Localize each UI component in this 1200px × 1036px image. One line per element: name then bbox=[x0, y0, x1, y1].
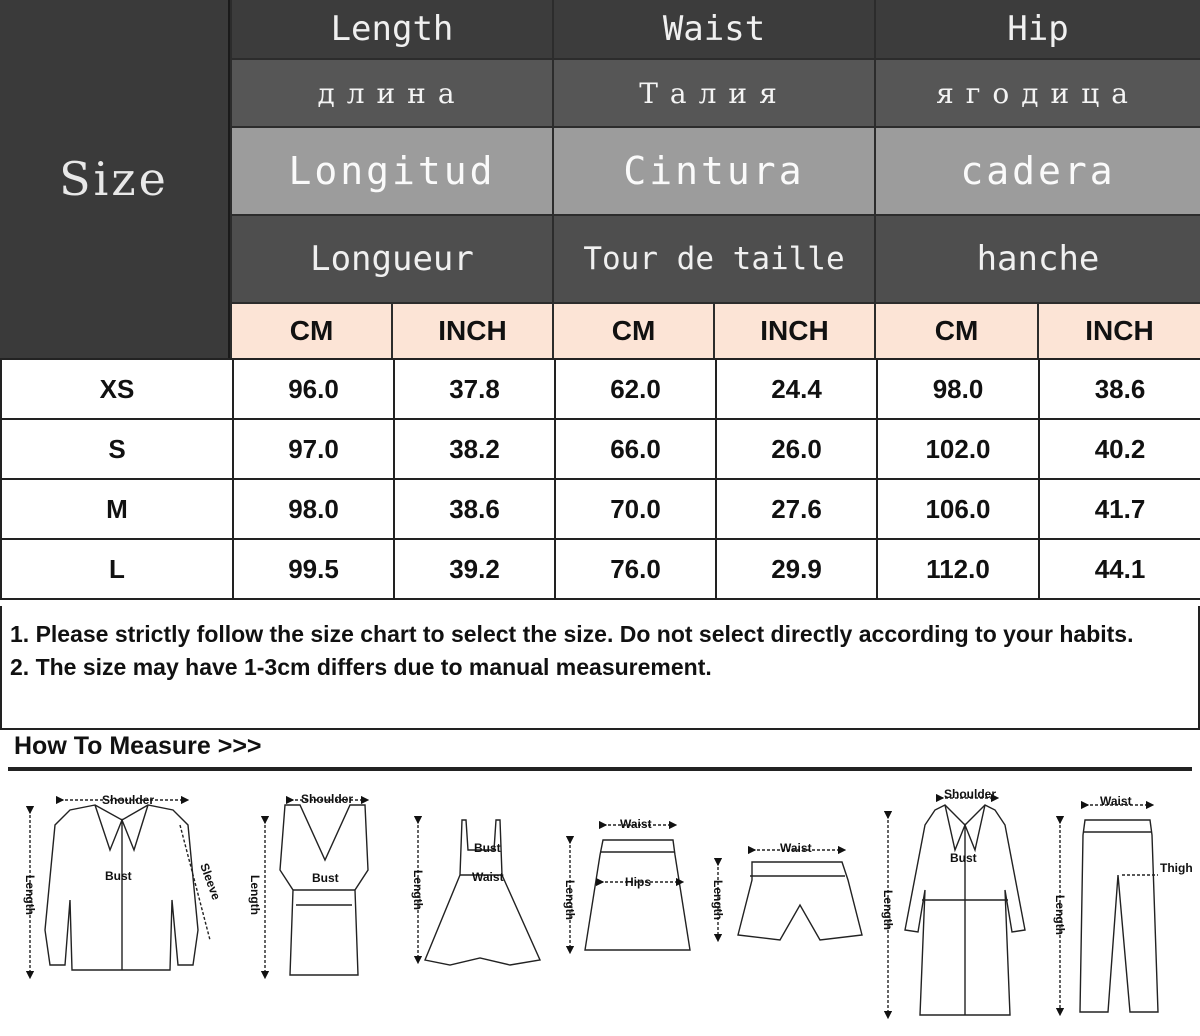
unit-header: CM bbox=[876, 304, 1037, 358]
how-to-measure-title: How To Measure >>> bbox=[14, 732, 262, 760]
label-bust: Bust bbox=[950, 851, 977, 865]
label-shoulder: Shoulder bbox=[301, 792, 354, 806]
value-cell: 39.2 bbox=[394, 539, 555, 599]
label-thigh: Thigh bbox=[1160, 861, 1193, 875]
value-cell: 98.0 bbox=[233, 479, 394, 539]
waist-header-ru: Талия bbox=[554, 60, 874, 126]
unit-header: CM bbox=[554, 304, 713, 358]
label-length: Length bbox=[881, 890, 895, 930]
size-cell: M bbox=[1, 479, 233, 539]
waist-header-fr: Tour de taille bbox=[554, 216, 874, 302]
label-waist: Waist bbox=[620, 817, 652, 831]
label-length: Length bbox=[1053, 895, 1067, 935]
value-cell: 76.0 bbox=[555, 539, 716, 599]
table-row bbox=[1, 479, 1200, 539]
value-cell: 97.0 bbox=[233, 419, 394, 479]
value-cell: 106.0 bbox=[877, 479, 1039, 539]
size-notes bbox=[0, 606, 1200, 730]
divider bbox=[8, 767, 1192, 771]
value-cell: 96.0 bbox=[233, 359, 394, 419]
value-cell: 98.0 bbox=[877, 359, 1039, 419]
value-cell: 102.0 bbox=[877, 419, 1039, 479]
label-waist: Waist bbox=[472, 870, 504, 884]
size-header: Size bbox=[0, 0, 230, 358]
value-cell: 70.0 bbox=[555, 479, 716, 539]
value-cell: 40.2 bbox=[1039, 419, 1200, 479]
hip-header-fr: hanche bbox=[876, 216, 1200, 302]
value-cell: 26.0 bbox=[716, 419, 877, 479]
table-row bbox=[1, 539, 1200, 599]
vest-illustration bbox=[265, 800, 368, 975]
label-length: Length bbox=[23, 875, 37, 915]
value-cell: 24.4 bbox=[716, 359, 877, 419]
value-cell: 41.7 bbox=[1039, 479, 1200, 539]
value-cell: 99.5 bbox=[233, 539, 394, 599]
waist-header-es: Cintura bbox=[554, 128, 874, 214]
coat-illustration bbox=[888, 798, 1025, 1015]
length-header-en: Length bbox=[232, 0, 552, 58]
unit-header: CM bbox=[232, 304, 391, 358]
value-cell: 62.0 bbox=[555, 359, 716, 419]
size-chart-header bbox=[0, 0, 1200, 358]
label-length: Length bbox=[563, 880, 577, 920]
label-bust: Bust bbox=[474, 841, 501, 855]
unit-header: INCH bbox=[715, 304, 874, 358]
note-1: 1. Please strictly follow the size chart to select the size. Do not select directly according to your habits. bbox=[10, 621, 1134, 647]
label-waist: Waist bbox=[1100, 794, 1132, 808]
label-bust: Bust bbox=[105, 869, 132, 883]
waist-header-en: Waist bbox=[554, 0, 874, 58]
label-hips: Hips bbox=[625, 875, 652, 889]
length-header-fr: Longueur bbox=[232, 216, 552, 302]
label-length: Length bbox=[411, 870, 425, 910]
value-cell: 38.6 bbox=[394, 479, 555, 539]
length-header-es: Longitud bbox=[232, 128, 552, 214]
value-cell: 38.2 bbox=[394, 419, 555, 479]
label-length: Length bbox=[248, 875, 262, 915]
label-sleeve: Sleeve bbox=[197, 861, 224, 902]
hip-header-es: cadera bbox=[876, 128, 1200, 214]
size-cell: L bbox=[1, 539, 233, 599]
size-table bbox=[0, 358, 1200, 600]
label-bust: Bust bbox=[312, 871, 339, 885]
table-row bbox=[1, 419, 1200, 479]
length-header-ru: длина bbox=[232, 60, 552, 126]
unit-header: INCH bbox=[1039, 304, 1200, 358]
value-cell: 66.0 bbox=[555, 419, 716, 479]
shirt-illustration bbox=[30, 800, 210, 975]
size-cell: S bbox=[1, 419, 233, 479]
value-cell: 44.1 bbox=[1039, 539, 1200, 599]
shorts-illustration bbox=[718, 850, 862, 940]
label-shoulder: Shoulder bbox=[944, 787, 997, 801]
label-waist: Waist bbox=[780, 841, 812, 855]
unit-header: INCH bbox=[393, 304, 552, 358]
value-cell: 29.9 bbox=[716, 539, 877, 599]
size-cell: XS bbox=[1, 359, 233, 419]
measurement-illustrations bbox=[0, 780, 1200, 1030]
table-row bbox=[1, 359, 1200, 419]
note-2: 2. The size may have 1-3cm differs due to manual measurement. bbox=[10, 654, 712, 680]
label-shoulder: Shoulder bbox=[102, 793, 155, 807]
value-cell: 112.0 bbox=[877, 539, 1039, 599]
label-length: Length bbox=[711, 880, 725, 920]
value-cell: 38.6 bbox=[1039, 359, 1200, 419]
hip-header-ru: ягодица bbox=[876, 60, 1200, 126]
pants-illustration bbox=[1060, 805, 1158, 1012]
hip-header-en: Hip bbox=[876, 0, 1200, 58]
value-cell: 37.8 bbox=[394, 359, 555, 419]
value-cell: 27.6 bbox=[716, 479, 877, 539]
